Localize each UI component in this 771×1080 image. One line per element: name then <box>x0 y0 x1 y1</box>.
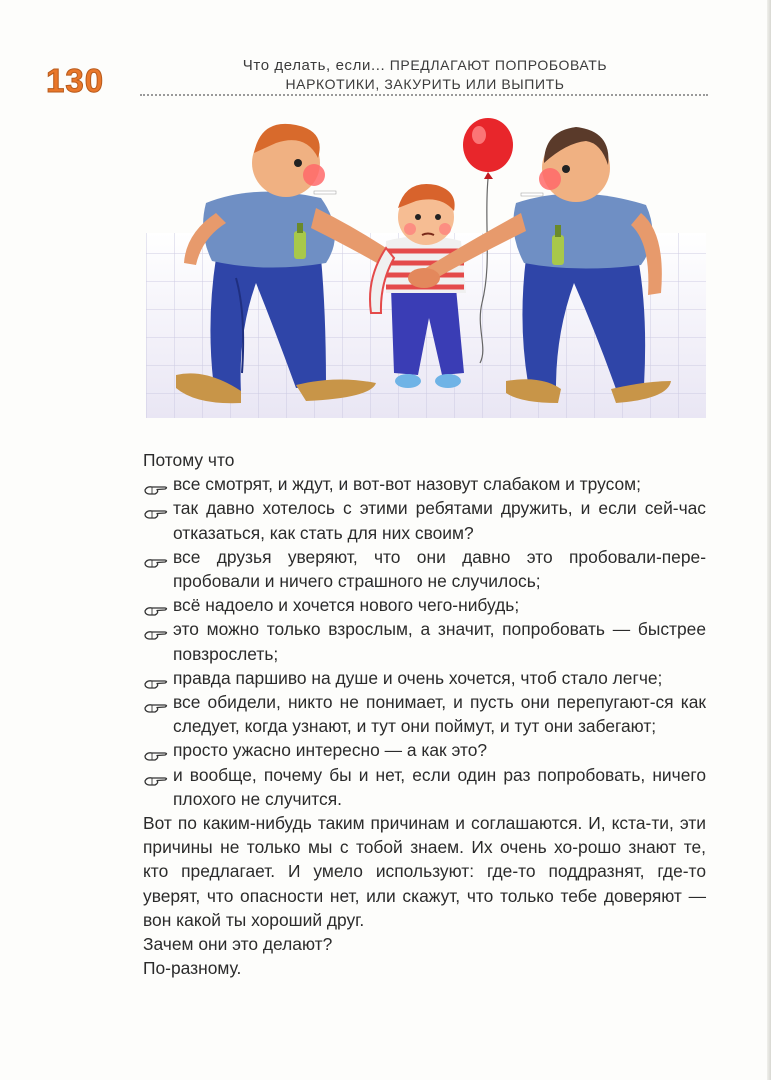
list-item-text: все друзья уверяют, что они давно это пробовали-пере-пробовали и ничего страшного не случилось; <box>173 546 706 592</box>
answer-line: По-разному. <box>143 958 242 979</box>
pointing-hand-icon <box>143 478 169 490</box>
list-item <box>143 666 706 690</box>
body-text <box>143 448 706 980</box>
header-line1: ПРЕДЛАГАЮТ ПОПРОБОВАТЬ <box>389 57 608 73</box>
joined-hands <box>408 268 440 288</box>
cartoon-illustration <box>146 113 706 418</box>
list-item-text: правда паршиво на душе и очень хочется, чтоб стало легче; <box>173 667 663 688</box>
list-item-text: и вообще, почему бы и нет, если один раз попробовать, ничего плохого не случится. <box>173 764 706 809</box>
pointing-hand-icon <box>143 551 169 563</box>
body-paragraph: Вот по каким-нибудь таким причинам и соглашаются. И, кста-ти, эти причины не только мы с тобой знаем. Их очень хо-рошо знают те, кто предлагает. И умело используют: где-то поддразнят, где-то уверят, что опасности нет, или скажут, что только тебе доверяют — вон какой ты хороший друг. <box>143 813 706 930</box>
chapter-header <box>140 56 710 93</box>
list-item <box>143 738 706 762</box>
page-edge <box>767 0 771 1080</box>
header-lead: Что делать, если... <box>242 57 386 74</box>
page-number: 130 <box>46 62 105 99</box>
reasons-list <box>143 472 706 811</box>
list-item <box>143 690 706 738</box>
list-item <box>143 472 706 496</box>
header-line2: НАРКОТИКИ, ЗАКУРИТЬ ИЛИ ВЫПИТЬ <box>285 76 565 92</box>
list-item-text: так давно хотелось с этими ребятами дружить, и если сей-час отказаться, как стать для них своим? <box>173 498 706 543</box>
list-item <box>143 496 706 544</box>
intro-line: Потому что <box>143 450 235 470</box>
pointing-hand-icon <box>143 599 169 611</box>
list-item-text: всё надоело и хочется нового чего-нибудь; <box>173 595 520 616</box>
pointing-hand-icon <box>143 672 169 684</box>
list-item <box>143 763 706 811</box>
list-item-text: просто ужасно интересно — а как это? <box>173 740 488 761</box>
list-item-text: это можно только взрослым, а значит, попробовать — быстрее повзрослеть; <box>173 619 706 664</box>
list-item <box>143 593 706 617</box>
pointing-hand-icon <box>143 623 169 635</box>
list-item <box>143 545 706 593</box>
header-dotted-rule <box>140 94 708 96</box>
list-item-text: все обидели, никто не понимает, и пусть они перепугают-ся как следует, когда узнают, и тут они поймут, и тут они забегают; <box>173 692 706 737</box>
pointing-hand-icon <box>143 502 169 514</box>
question-line: Зачем они это делают? <box>143 934 333 955</box>
pointing-hand-icon <box>143 769 169 781</box>
pointing-hand-icon <box>143 744 169 756</box>
list-item-text: все смотрят, и ждут, и вот-вот назовут слабаком и трусом; <box>173 474 641 495</box>
pointing-hand-icon <box>143 696 169 708</box>
list-item <box>143 617 706 665</box>
